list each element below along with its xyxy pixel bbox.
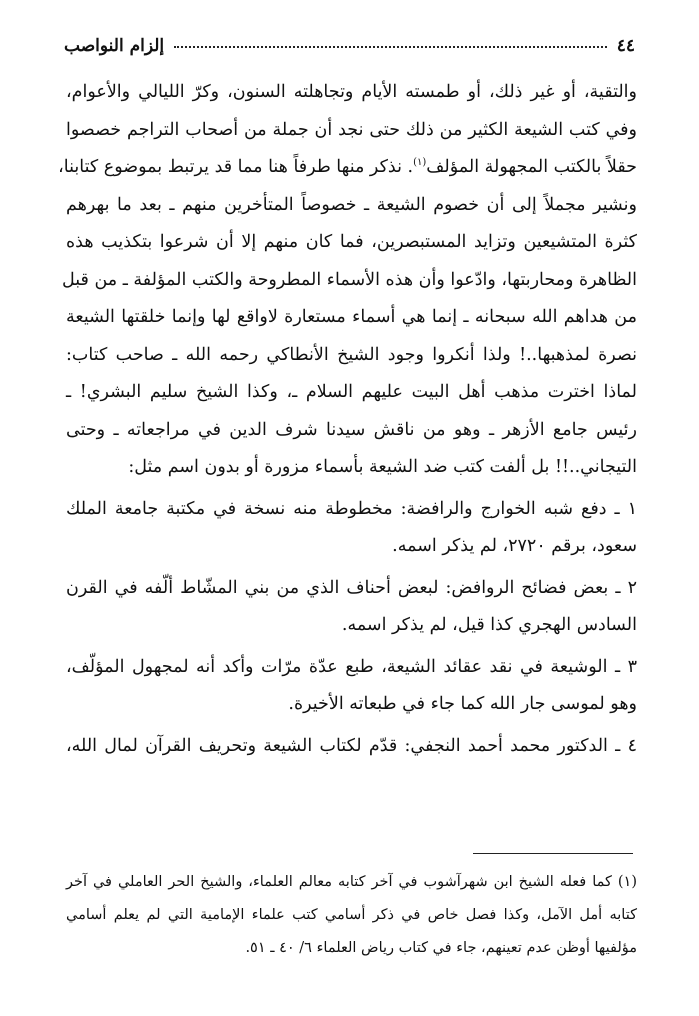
text-line: الظاهرة ومحاربتها، وادّعوا وأن هذه الأسماء المطروحة والكتب المؤلفة ـ من قبل <box>62 269 637 290</box>
list-item-4-line-1: ٤ ـ الدكتور محمد أحمد النجفي: قدّم لكتاب الشيعة وتحريف القرآن لمال الله، <box>66 735 637 756</box>
list-item-3-line-2: وهو لموسى جار الله كما جاء في طبعاته الأخيرة. <box>288 694 637 714</box>
text-line: لماذا اخترت مذهب أهل البيت عليهم السلام ـ، وكذا الشيخ سليم البشري! ـ <box>66 382 637 402</box>
text-segment: حقلاً بالكتب المجهولة المؤلف <box>426 157 637 177</box>
footnote-line: مؤلفيها أوظن عدم تعينهم، جاء في كتاب رياض العلماء ٦/ ٤٠ ـ ٥١. <box>245 940 637 956</box>
page-header <box>64 22 635 56</box>
text-line: نصرة لمذهبها..! ولذا أنكروا وجود الشيخ الأنطاكي رحمه الله ـ صاحب كتاب: <box>66 344 637 365</box>
text-line: ونشير مجملاً إلى أن خصوم الشيعة ـ خصوصاً المتأخرين منهم ـ بعد ما بهرهم <box>66 194 637 215</box>
text-line: كثرة المتشيعين وتزايد المستبصرين، فما كان منهم إلا أن شرعوا بتكذيب هذه <box>66 232 637 252</box>
text-line: وفي كتب الشيعة الكثير من ذلك حتى نجد أن جملة من أصحاب التراجم خصصوا <box>66 119 637 140</box>
footnote-separator <box>473 853 633 854</box>
running-title: إلزام النواصب <box>64 36 165 56</box>
footnotes <box>66 866 637 965</box>
list-item-2-line-2: السادس الهجري كذا قيل، لم يذكر اسمه. <box>341 615 637 635</box>
header-dotted-leader <box>174 46 607 48</box>
footnote-line: كتابه أمل الآمل، وكذا فصل خاص في ذكر أسامي كتب علماء الإمامية التي لم يعلم أسامي <box>66 907 637 923</box>
list-item-2-line-1: ٢ ـ بعض فضائح الروافض: لبعض أحناف الذي من بني المشّاط ألّفه في القرن <box>66 577 637 598</box>
footnote-reference[interactable]: (١) <box>413 157 427 169</box>
text-line: رئيس جامع الأزهر ـ وهو من ناقش سيدنا شرف الدين في مراجعاته ـ وحتى <box>66 419 637 440</box>
text-segment: . نذكر منها طرفاً هنا مما قد يرتبط بموضوع كتابنا، <box>58 157 414 177</box>
list-item-1-line-2: سعود، برقم ٢٧٢٠، لم يذكر اسمه. <box>392 536 637 556</box>
footnote-line: (١) كما فعله الشيخ ابن شهرآشوب في آخر كتابه معالم العلماء، والشيخ الحر العاملي في آخر <box>66 874 637 890</box>
text-line: من هداهم الله سبحانه ـ إنما هي أسماء مستعارة لاواقع لها وإنما خلقتها الشيعة <box>66 307 637 327</box>
text-line: والتقية، أو غير ذلك، أو طمسته الأيام وتجاهلته السنون، وكرّ الليالي والأعوام، <box>66 82 637 102</box>
text-line: التيجاني..!! بل ألفت كتب ضد الشيعة بأسماء مزورة أو بدون اسم مثل: <box>128 457 637 477</box>
list-item-1-line-1: ١ ـ دفع شبه الخوارج والرافضة: مخطوطة منه نسخة في مكتبة جامعة الملك <box>66 498 637 519</box>
list-item-3-line-1: ٣ ـ الوشيعة في نقد عقائد الشيعة، طبع عدّة مرّات وأكد أنه لمجهول المؤلّف، <box>66 656 637 677</box>
text-line-with-footnote-ref <box>58 149 637 187</box>
main-text <box>58 74 637 765</box>
page-number: ٤٤ <box>616 36 635 56</box>
